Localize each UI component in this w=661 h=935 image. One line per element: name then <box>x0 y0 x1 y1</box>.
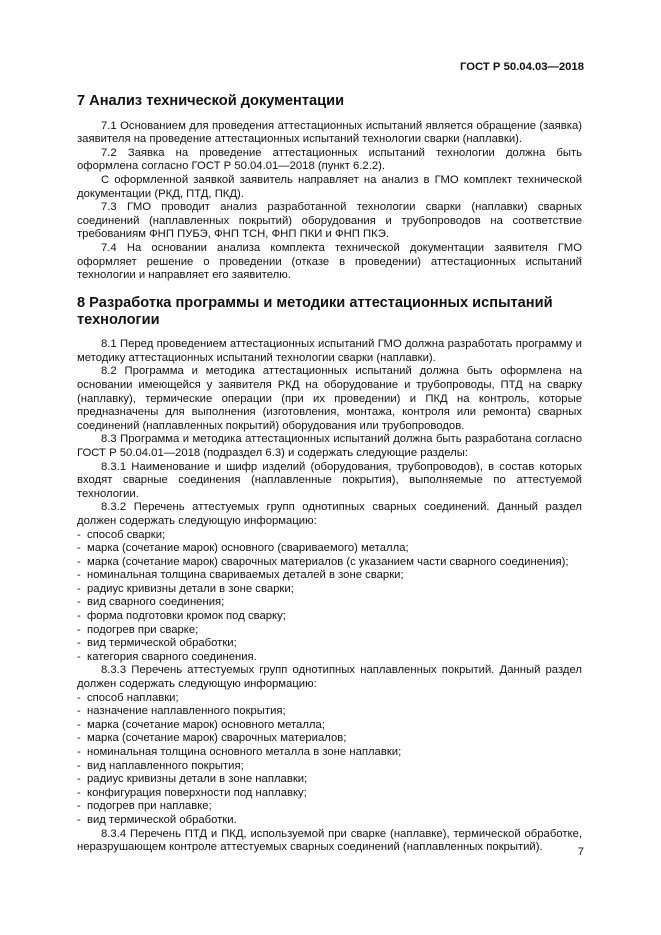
section-8-title: 8 Разработка программы и методики аттестационных испытаний технологии <box>77 295 553 328</box>
list-dash: - <box>77 528 81 541</box>
list-dash: - <box>77 786 81 799</box>
list-dash: - <box>77 732 81 745</box>
list-dash: - <box>77 800 81 813</box>
list-item: - способ наплавки; <box>77 691 179 704</box>
list-dash: - <box>77 705 81 718</box>
list-item: - форма подготовки кромок под сварку; <box>77 610 286 623</box>
paragraph-7-2: 7.2 Заявка на проведение аттестационных испытаний технологии должна быть оформлена согласно ГОСТ Р 50.04.01—2018 (пункт 6.2.2). <box>77 146 582 173</box>
paragraph-8-3-2: 8.3.2 Перечень аттестуемых групп однотипных сварных соединений. Данный раздел должен содержать следующую информацию: <box>77 501 582 527</box>
list-item: - конфигурация поверхности под наплавку; <box>77 786 307 799</box>
list-item: - категория сварного соединения. <box>77 650 257 663</box>
list-dash: - <box>77 569 81 582</box>
paragraph-7-3: 7.3 ГМО проводит анализ разработанной технологии сварки (наплавки) сварных соединений (наплавленных покрытий) оборудования и трубопроводов на соответствие требованиям ФНП ПУБЭ, ФНП ТСН, ФНП ПКИ и ФНП ПКЭ. <box>77 201 582 241</box>
paragraph-8-3-3: 8.3.3 Перечень аттестуемых групп однотипных наплавленных покрытий. Данный раздел должен содержать следующую информацию: <box>77 664 582 691</box>
list-dash: - <box>77 596 81 609</box>
list-item: - способ сварки; <box>77 528 166 541</box>
page-number: 7 <box>577 846 584 858</box>
list-item: - радиус кривизны детали в зоне наплавки; <box>77 773 308 786</box>
list-dash: - <box>77 746 81 758</box>
list-dash: - <box>77 582 81 595</box>
section-8 <box>77 295 582 855</box>
paragraph-8-2: 8.2 Программа и методика аттестационных испытаний должна быть оформлена на основании имеющейся у заявителя РКД на оборудование и трубопроводы, ПТД на сварку (наплавку), термические операции (при их проведении) и ПКД на контроль, которые предназначены для выполнения (изготовления, монтажа, контроля или ремонта) сварных соединений (наплавленных покрытий) оборудования или трубопроводов. <box>77 365 582 432</box>
list-item: - подогрев при сварке; <box>77 623 199 636</box>
list-item: - вид сварного соединения; <box>77 596 225 609</box>
list-dash: - <box>77 610 81 623</box>
paragraph-7-2-note: С оформленной заявкой заявитель направляет на анализ в ГМО комплект технической документации (РКД, ПТД, ПКД). <box>77 173 582 200</box>
list-dash: - <box>77 555 81 568</box>
list-item: - марка (сочетание марок) сварочных материалов; <box>77 732 347 745</box>
paragraph-8-1: 8.1 Перед проведением аттестационных испытаний ГМО должна разработать программу и методику аттестационных испытаний технологии сварки (наплавки). <box>77 338 582 364</box>
list-item: - номинальная толщина основного металла в зоне наплавки; <box>77 746 402 758</box>
paragraph-8-3-1: 8.3.1 Наименование и шифр изделий (оборудования, трубопроводов), в состав которых входят сварные соединения (наплавленные покрытия), выполняемые по аттестуемой технологии. <box>77 460 582 500</box>
list-dash: - <box>77 691 81 704</box>
list-dash: - <box>77 542 81 555</box>
paragraph-7-4: 7.4 На основании анализа комплекта технической документации заявителя ГМО оформляет решение о проведении (отказе в проведении) аттестационных испытаний технологии и направляет его заявителю. <box>77 241 582 282</box>
paragraph-8-3-4: 8.3.4 Перечень ПТД и ПКД, используемой при сварке (наплавке), термической обработке, неразрушающем контроле аттестуемых сварных соединений (наплавленных покрытий). <box>77 827 582 854</box>
list-item: - марка (сочетание марок) основного металла; <box>77 718 325 731</box>
paragraph-7-1: 7.1 Основанием для проведения аттестационных испытаний является обращение (заявка) заявителя на проведение аттестационных испытаний технологии сварки (наплавки). <box>77 119 582 146</box>
list-item: - вид термической обработки. <box>77 813 237 826</box>
list-dash: - <box>77 650 81 663</box>
list-dash: - <box>77 813 81 826</box>
list-item: - вид наплавленного покрытия; <box>77 759 244 772</box>
list-dash: - <box>77 623 81 636</box>
list-dash: - <box>77 637 81 650</box>
list-item: - вид термической обработки; <box>77 637 237 650</box>
welded-joint-info-list <box>77 529 582 665</box>
list-item: - номинальная толщина свариваемых деталей в зоне сварки; <box>77 569 404 582</box>
cladding-info-list <box>77 692 582 828</box>
list-item: - назначение наплавленного покрытия; <box>77 705 286 718</box>
document-code: ГОСТ Р 50.04.03—2018 <box>459 61 584 73</box>
list-item: - радиус кривизны детали в зоне сварки; <box>77 582 294 595</box>
paragraph-8-3: 8.3 Программа и методика аттестационных испытаний должна быть разработана согласно ГОСТ Р 50.04.01—2018 (подраздел 6.3) и содержать следующие разделы: <box>77 433 582 459</box>
section-7-title: 7 Анализ технической документации <box>77 93 345 109</box>
list-item: - марка (сочетание марок) основного (свариваемого) металла; <box>77 542 409 555</box>
list-dash: - <box>77 773 81 786</box>
list-item: - подогрев при наплавке; <box>77 800 212 813</box>
list-dash: - <box>77 718 81 731</box>
list-dash: - <box>77 759 81 772</box>
section-7 <box>77 93 582 283</box>
list-item: - марка (сочетание марок) сварочных материалов (с указанием части сварного соединения); <box>77 555 569 568</box>
